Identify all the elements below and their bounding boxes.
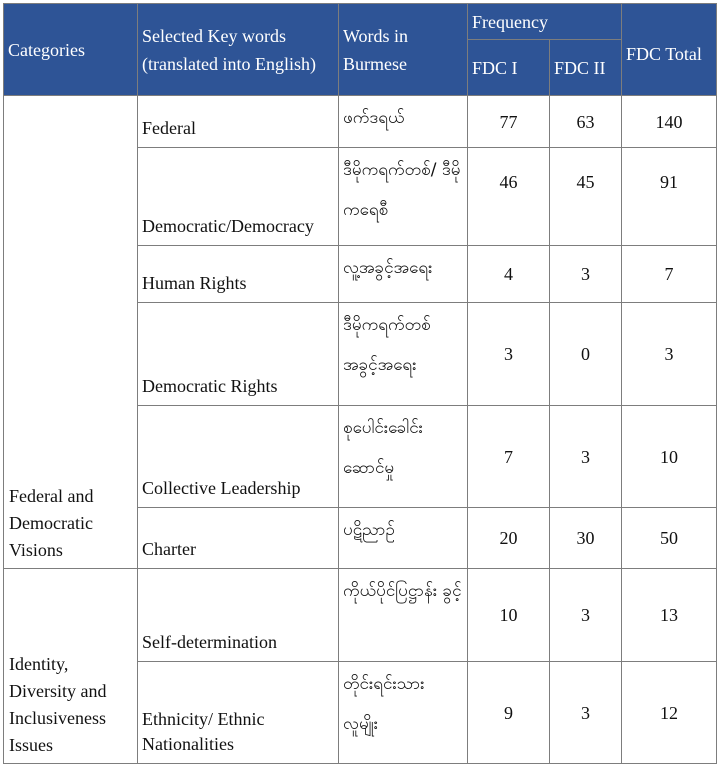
header-categories: Categories (4, 4, 138, 96)
burmese-cell: ဒီမိုကရက်တစ် အခွင့်အရေး (339, 303, 468, 406)
fdc2-cell: 45 (550, 148, 622, 246)
fdc1-cell: 4 (468, 246, 550, 303)
burmese-cell: စုပေါင်းခေါင်း ဆောင်မှု (339, 406, 468, 508)
fdc2-cell: 3 (550, 569, 622, 662)
table-row (4, 569, 717, 662)
total-cell: 13 (622, 569, 717, 662)
fdc1-cell: 20 (468, 508, 550, 569)
burmese-cell: လူ့အခွင့်အရေး (339, 246, 468, 303)
fdc2-cell: 3 (550, 662, 622, 764)
total-cell: 50 (622, 508, 717, 569)
fdc2-cell: 3 (550, 246, 622, 303)
keyword-cell: Charter (138, 508, 339, 569)
burmese-cell: ပဋိညာဉ် (339, 508, 468, 569)
keyword-cell: Ethnicity/ Ethnic Nationalities (138, 662, 339, 764)
burmese-cell: ဖက်ဒရယ် (339, 96, 468, 148)
fdc2-cell: 63 (550, 96, 622, 148)
keyword-cell: Democratic Rights (138, 303, 339, 406)
total-cell: 10 (622, 406, 717, 508)
burmese-cell: ကိုယ်ပိုင်ပြဋ္ဌာန်း ခွင့် (339, 569, 468, 662)
fdc2-cell: 3 (550, 406, 622, 508)
header-frequency: Frequency (468, 4, 622, 40)
total-cell: 91 (622, 148, 717, 246)
burmese-cell: ဒီမိုကရက်တစ်/ ဒီမိုကရေစီ (339, 148, 468, 246)
header-fdc1: FDC I (468, 40, 550, 96)
keyword-cell: Self-determination (138, 569, 339, 662)
header-burmese: Words in Burmese (339, 4, 468, 96)
keyword-cell: Collective Leadership (138, 406, 339, 508)
keyword-cell: Democratic/Democracy (138, 148, 339, 246)
keyword-cell: Human Rights (138, 246, 339, 303)
keyword-cell: Federal (138, 96, 339, 148)
fdc1-cell: 3 (468, 303, 550, 406)
header-fdc2: FDC II (550, 40, 622, 96)
fdc1-cell: 10 (468, 569, 550, 662)
fdc1-cell: 7 (468, 406, 550, 508)
category-cell: Identity, Diversity and Inclusiveness Issues (4, 569, 138, 764)
total-cell: 140 (622, 96, 717, 148)
fdc1-cell: 77 (468, 96, 550, 148)
fdc2-cell: 0 (550, 303, 622, 406)
total-cell: 12 (622, 662, 717, 764)
total-cell: 3 (622, 303, 717, 406)
header-fdc-total: FDC Total (622, 4, 717, 96)
fdc1-cell: 9 (468, 662, 550, 764)
category-cell: Federal and Democratic Visions (4, 96, 138, 569)
burmese-cell: တိုင်းရင်းသား လူမျိုး (339, 662, 468, 764)
frequency-table (3, 3, 717, 764)
header-keywords: Selected Key words (translated into English) (138, 4, 339, 96)
fdc1-cell: 46 (468, 148, 550, 246)
table-row (4, 96, 717, 148)
fdc2-cell: 30 (550, 508, 622, 569)
total-cell: 7 (622, 246, 717, 303)
